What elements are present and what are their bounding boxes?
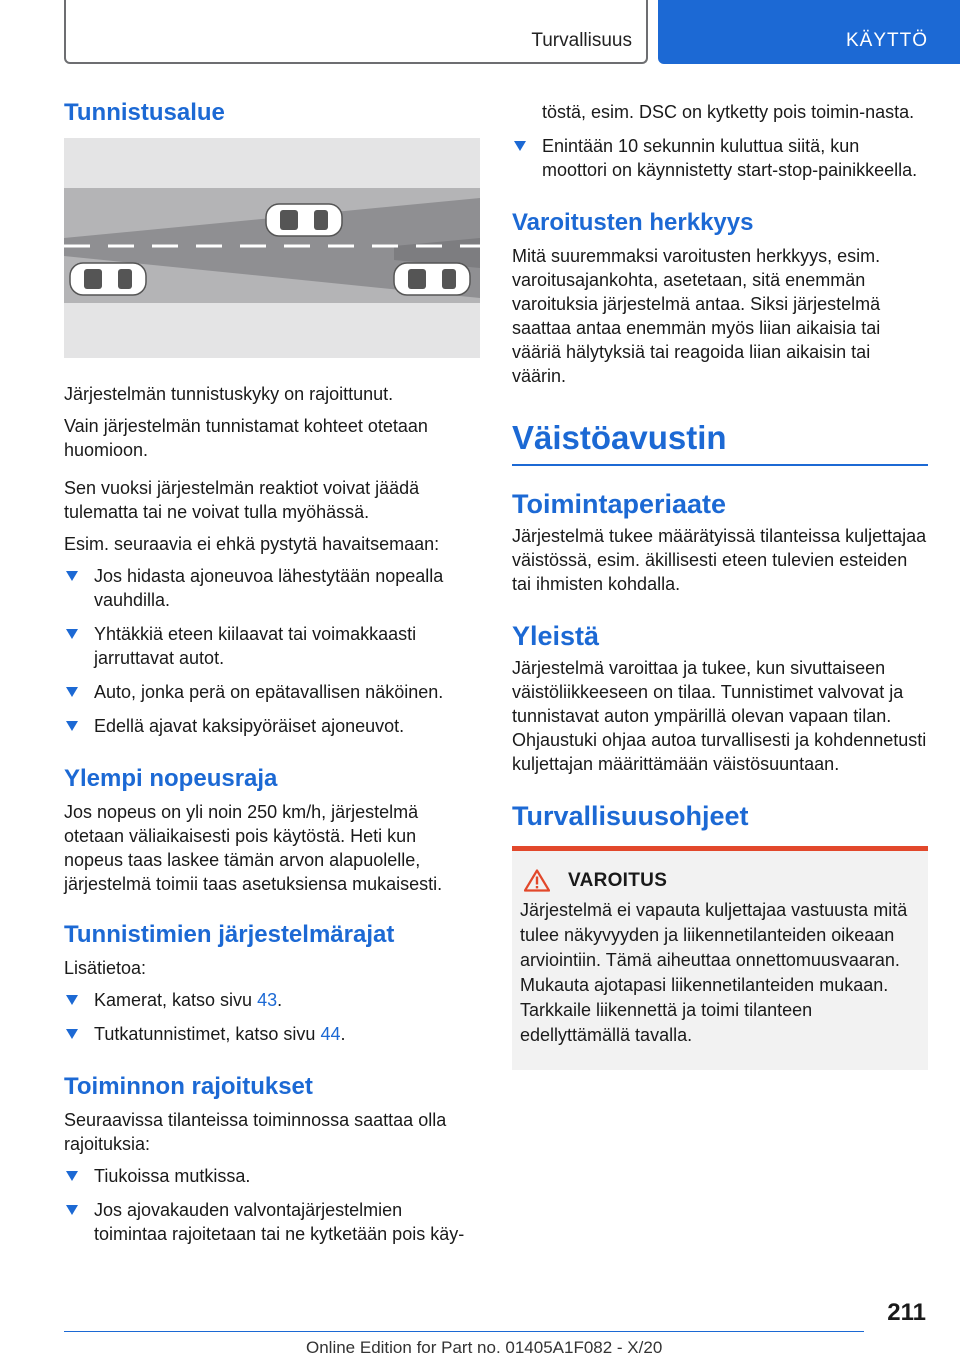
heading-sensor-limits: Tunnistimien järjestelmärajat (64, 921, 395, 948)
header-section-title: Turvallisuus (531, 30, 632, 51)
list-limitations (64, 1164, 480, 1246)
list-item: Edellä ajavat kaksipyöräiset ajoneuvot. (64, 714, 480, 738)
list-item: Jos ajovakauden valvontajärjestelmien toimintaa rajoitetaan tai ne kytketään pois käy- (64, 1198, 480, 1246)
list-continuation: töstä, esim. DSC on kytketty pois toimin-nasta. (542, 102, 915, 122)
page-link-cameras[interactable]: 43 (257, 990, 278, 1010)
list-continued (512, 134, 928, 182)
bullet-triangle-icon (66, 629, 78, 639)
bullet-triangle-icon (66, 571, 78, 581)
warning-text: Järjestelmä ei vapauta kuljettajaa vastuusta mitä tulee näkyvyyden ja liikennetilanteiden oikeaan arviointiin. Tämä aiheuttaa onnettomuusvaaran. Mukauta ajotapasi liikennetilanteiden mukaan. Tarkkaile liikennettä ja toimi tilanteen edellyttämällä tavalla. (520, 900, 908, 1045)
page-number: 211 (887, 1299, 926, 1326)
road-detection-graphic (64, 138, 480, 358)
list-item: Enintään 10 sekunnin kuluttua siitä, kun moottori on käynnistetty start-stop-painikkeella. (512, 134, 928, 182)
footer-divider (64, 1331, 864, 1332)
footer-edition: Online Edition for Part no. 01405A1F082 - X/20 (306, 1338, 663, 1357)
bullet-triangle-icon (514, 141, 526, 151)
heading-yleista: Yleistä (512, 621, 600, 651)
header-chapter-tab (658, 0, 960, 64)
bullet-triangle-icon (66, 995, 78, 1005)
paragraph-general: Järjestelmä varoittaa ja tukee, kun sivuttaiseen väistöliikkeeseen on tilaa. Tunnistimet valvovat ja tunnistavat auton ympärillä olevan vapaan tilan. Ohjaustuki ohjaa autoa turvallisesti ja kohdennetusti kuljettajan määrittämään väistösuuntaan. (512, 658, 927, 774)
heading-warning-sensitivity: Varoitusten herkkyys (512, 209, 754, 236)
paragraph-limitations-intro: Seuraavissa tilanteissa toiminnossa saattaa olla rajoituksia: (64, 1110, 447, 1154)
warning-title: VAROITUS (568, 869, 668, 891)
list-undetectable (64, 564, 480, 738)
bullet-triangle-icon (66, 721, 78, 731)
list-item: Tiukoissa mutkissa. (64, 1164, 480, 1188)
right-column (512, 100, 928, 1070)
list-sensor-references (64, 988, 480, 1046)
page-link-radar[interactable]: 44 (320, 1024, 341, 1044)
header-chapter-title: KÄYTTÖ (845, 30, 928, 51)
warning-box (512, 846, 928, 1070)
paragraph-examples-intro: Esim. seuraavia ei ehkä pystytä havaitsemaan: (64, 534, 440, 554)
heading-ylempi-nopeusraja: Ylempi nopeusraja (64, 765, 278, 792)
heading-toimintaperiaate: Toimintaperiaate (512, 489, 727, 519)
warning-triangle-icon (524, 869, 550, 892)
paragraph-detected-objects: Vain järjestelmän tunnistamat kohteet otetaan huomioon. (64, 416, 428, 460)
list-item: Jos hidasta ajoneuvoa lähestytään nopealla vauhdilla. (64, 564, 480, 612)
heading-safety-instructions: Turvallisuusohjeet (512, 801, 749, 831)
heading-tunnistusalue: Tunnistusalue (64, 99, 225, 126)
list-item: Yhtäkkiä eteen kiilaavat tai voimakkaasti jarruttavat autot. (64, 622, 480, 670)
paragraph-reactions: Sen vuoksi järjestelmän reaktiot voivat jäädä tulematta tai ne voivat tulla myöhässä. (64, 478, 420, 522)
bullet-triangle-icon (66, 1171, 78, 1181)
left-column (64, 98, 480, 1256)
paragraph-principle: Järjestelmä tukee määrätyissä tilanteissa kuljettajaa väistössä, esim. äkillisesti eteen tulevien esteiden tai ihmisten kohdalla. (512, 526, 927, 594)
warning-title-row (520, 869, 920, 892)
list-item: Auto, jonka perä on epätavallisen näköinen. (64, 680, 480, 704)
paragraph-more-info: Lisätietoa: (64, 958, 147, 978)
list-item: Kamerat, katso sivu 43. (64, 988, 480, 1012)
heading-vaistoavustin: Väistöavustin (512, 418, 928, 466)
header-section-tab (64, 0, 648, 64)
bullet-triangle-icon (66, 1029, 78, 1039)
paragraph-detection-limited: Järjestelmän tunnistuskyky on rajoittunut. (64, 384, 394, 404)
bullet-triangle-icon (66, 687, 78, 697)
bullet-triangle-icon (66, 1205, 78, 1215)
paragraph-speed-limit: Jos nopeus on yli noin 250 km/h, järjestelmä otetaan väliaikaisesti pois käytöstä. Heti kun nopeus taas laskee tämän arvon alapuolelle, järjestelmä toimii taas asetuksiensa mukaisesti. (64, 802, 443, 894)
list-item: Tutkatunnistimet, katso sivu 44. (64, 1022, 480, 1046)
detection-area-illustration (64, 138, 480, 358)
heading-function-limits: Toiminnon rajoitukset (64, 1073, 313, 1100)
paragraph-sensitivity: Mitä suuremmaksi varoitusten herkkyys, esim. varoitusajankohta, asetetaan, sitä enemmän varoituksia järjestelmä antaa. Siksi järjestelmä saattaa antaa enemmän myös liian aikaisia tai vääriä hälytyksiä tai reagoida liian aikaisin tai väärin. (512, 246, 881, 386)
